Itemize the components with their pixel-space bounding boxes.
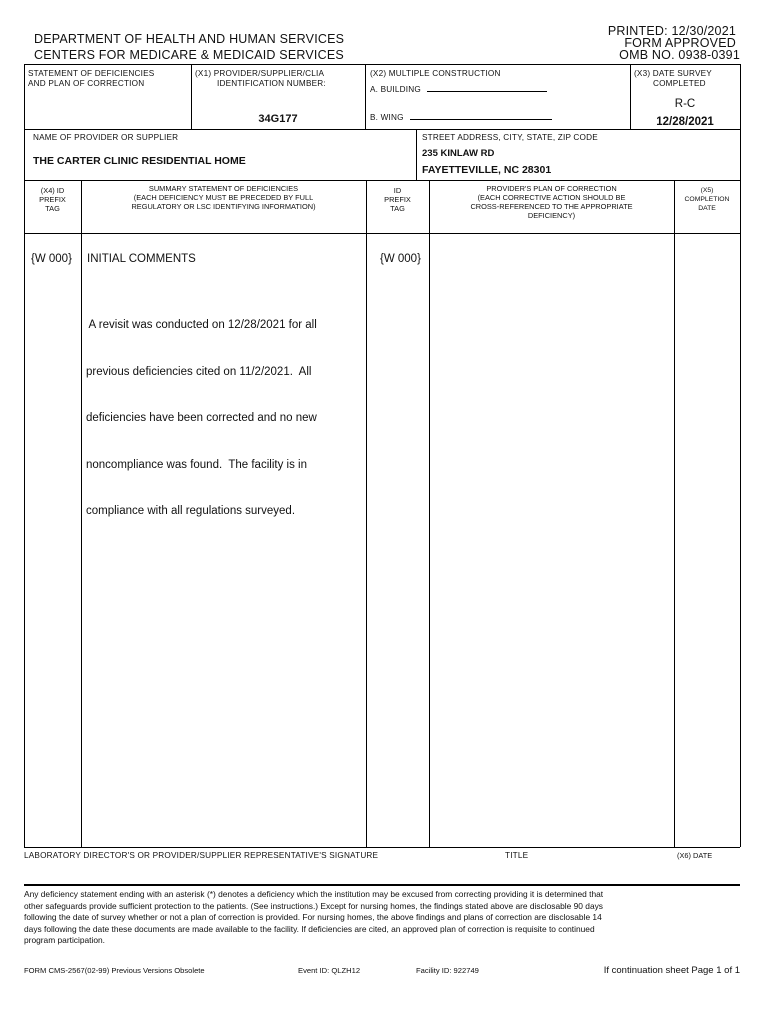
x4-header: (X4) ID PREFIX TAG (39, 186, 66, 213)
plan-header: PROVIDER'S PLAN OF CORRECTION (EACH CORRECTIVE ACTION SHOULD BE CROSS-REFERENCED TO THE APPROPRIATE DEFICIENCY) (470, 184, 633, 220)
summary-header: SUMMARY STATEMENT OF DEFICIENCIES (EACH DEFICIENCY MUST BE PRECEDED BY FULL REGULATORY OR LSC IDENTIFYING INFORMATION) (131, 184, 316, 211)
building-blank (427, 91, 547, 92)
provider-id-number: 34G177 (258, 113, 298, 125)
title-label: TITLE (505, 851, 529, 860)
disclosure-notice: Any deficiency statement ending with an asterisk (*) denotes a deficiency which the institution may be excused from correcting providing it is determined that other safeguards provide sufficient protection to the patients. (See instructions.) Except for nursing homes, the findings stated above are disclosable 90 days following the date of survey whether or not a plan of correction is provided. For nursing homes, the above findings and plans of correction are disclosable 14 days following the date these documents are made available to the facility. If deficiencies are cited, an approved plan of correction is requisite to continued program participation. (24, 889, 604, 945)
form-number: FORM CMS-2567(02-99) Previous Versions Obsolete (24, 966, 205, 975)
address-label: STREET ADDRESS, CITY, STATE, ZIP CODE (422, 133, 598, 142)
provider-name-label: NAME OF PROVIDER OR SUPPLIER (33, 133, 179, 142)
survey-code: R-C (674, 98, 696, 110)
x2-label: (X2) MULTIPLE CONSTRUCTION (370, 69, 501, 78)
wing-field (370, 113, 552, 123)
statement-label-2: AND PLAN OF CORRECTION (28, 79, 145, 88)
tag-left: {W 000} (31, 253, 72, 265)
printed-date: PRINTED: 12/30/2021 (607, 24, 736, 38)
entry-line: A revisit was conducted on 12/28/2021 for all (86, 319, 317, 331)
department-line-2: CENTERS FOR MEDICARE & MEDICAID SERVICES (34, 48, 344, 62)
entry-line: deficiencies have been corrected and no new (86, 412, 317, 424)
signature-label: LABORATORY DIRECTOR'S OR PROVIDER/SUPPLIER REPRESENTATIVE'S SIGNATURE (24, 851, 379, 860)
street-address: 235 KINLAW RD (422, 148, 495, 159)
event-id: Event ID: QLZH12 (298, 966, 361, 975)
building-label: A. BUILDING (370, 85, 421, 94)
wing-blank (410, 119, 552, 120)
continuation-page: If continuation sheet Page 1 of 1 (603, 965, 740, 976)
entry-line: previous deficiencies cited on 11/2/2021. All (86, 365, 312, 378)
x3-label-1: (X3) DATE SURVEY (634, 69, 712, 78)
x1-label-2: IDENTIFICATION NUMBER: (217, 79, 326, 88)
city-state-zip: FAYETTEVILLE, NC 28301 (422, 164, 552, 176)
statement-label-1: STATEMENT OF DEFICIENCIES (28, 69, 155, 78)
form-approved: FORM APPROVED (624, 36, 736, 50)
entry-text (86, 287, 317, 535)
x5-header: (X5) COMPLETION DATE (684, 187, 730, 212)
entry-line: compliance with all regulations surveyed. (86, 505, 296, 517)
wing-label: B. WING (370, 113, 404, 122)
tag-right: {W 000} (380, 253, 421, 265)
omb-number: OMB NO. 0938-0391 (619, 48, 740, 62)
facility-id: Facility ID: 922749 (416, 966, 479, 975)
x1-label-1: (X1) PROVIDER/SUPPLIER/CLIA (195, 69, 325, 78)
x6-date-label: (X6) DATE (677, 851, 713, 860)
department-line-1: DEPARTMENT OF HEALTH AND HUMAN SERVICES (34, 32, 345, 46)
id-prefix-header: ID PREFIX TAG (384, 186, 411, 213)
building-field (370, 85, 547, 95)
provider-name: THE CARTER CLINIC RESIDENTIAL HOME (33, 155, 246, 167)
entry-line: noncompliance was found. The facility is in (86, 458, 307, 471)
x3-label-2: COMPLETED (653, 79, 706, 88)
survey-date: 12/28/2021 (656, 116, 714, 128)
entry-heading: INITIAL COMMENTS (87, 253, 196, 265)
